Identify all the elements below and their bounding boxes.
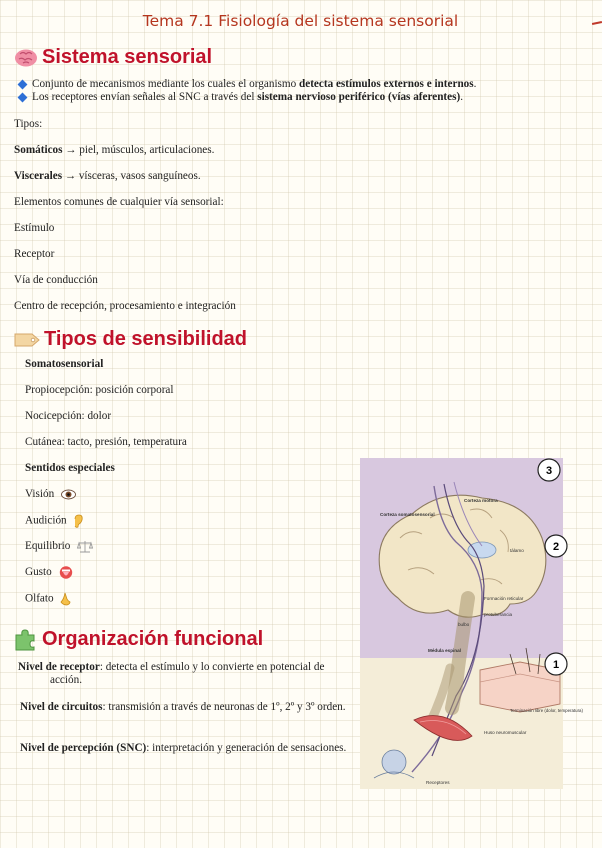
sentido-vision bbox=[25, 488, 76, 501]
bullet-bold: sistema nervioso periférico (vías aferentes) bbox=[257, 91, 461, 103]
diamond-bullet-icon bbox=[18, 80, 28, 90]
tipos-label: Tipos: bbox=[14, 118, 43, 130]
bullet-text: Conjunto de mecanismos mediante los cuales el organismo bbox=[32, 78, 299, 90]
section-heading-text: Organización funcional bbox=[42, 628, 264, 650]
elemento-item: Estímulo bbox=[14, 222, 55, 234]
page-title: Tema 7.1 Fisiología del sistema sensorial bbox=[142, 12, 459, 30]
label-talamo: tálamo bbox=[510, 548, 524, 553]
label-corteza-motora: Corteza motora bbox=[464, 498, 498, 503]
nivel-desc: : detecta el estímulo y lo convierte en potencial de acción. bbox=[50, 661, 325, 686]
nose-icon bbox=[60, 592, 71, 606]
sentido-label: Visión bbox=[25, 488, 55, 500]
stage-marker-label: 1 bbox=[552, 659, 560, 671]
diamond-bullet-icon bbox=[18, 93, 28, 103]
label-huso-neuromuscular: Huso neuromuscular bbox=[484, 730, 527, 735]
section-heading-text: Sistema sensorial bbox=[42, 46, 213, 68]
bullet-receptores bbox=[16, 91, 463, 104]
viscerales-desc: → vísceras, vasos sanguíneos. bbox=[62, 170, 201, 182]
somato-item: Propiocepción: posición corporal bbox=[25, 384, 174, 396]
section-heading-organizacion bbox=[14, 628, 263, 651]
sentido-audicion bbox=[25, 514, 83, 528]
elemento-item: Vía de conducción bbox=[14, 274, 98, 286]
tongue-icon bbox=[59, 566, 73, 579]
somatosensorial-subheading bbox=[25, 358, 103, 371]
sentido-label: Gusto bbox=[25, 566, 52, 579]
elementos-label: Elementos comunes de cualquier vía sensorial: bbox=[14, 196, 224, 208]
somaticos-term: Somáticos bbox=[14, 144, 63, 156]
viscerales-line bbox=[14, 170, 201, 183]
sentido-olfato bbox=[25, 592, 71, 606]
sentido-label: Audición bbox=[25, 514, 67, 527]
nivel-desc: : interpretación y generación de sensaciones. bbox=[146, 742, 347, 754]
puzzle-icon bbox=[14, 629, 38, 651]
nivel-term: Nivel de circuitos bbox=[20, 701, 103, 713]
ear-icon bbox=[73, 514, 83, 528]
brain-icon bbox=[14, 48, 38, 68]
sentido-gusto bbox=[25, 566, 73, 579]
elemento-item: Receptor bbox=[14, 248, 55, 260]
label-protuberancia: protuberancia bbox=[484, 612, 513, 617]
somato-item: Cutánea: tacto, presión, temperatura bbox=[25, 436, 187, 448]
bullet-bold: detecta estímulos externos e internos bbox=[299, 78, 474, 90]
somatosensorial-text: Somatosensorial bbox=[25, 358, 104, 370]
nivel-circuitos bbox=[20, 701, 357, 714]
label-bulbo: bulbo bbox=[458, 622, 470, 627]
label-medula-espinal: Médula espinal bbox=[428, 648, 461, 653]
somato-item: Nocicepción: dolor bbox=[25, 410, 112, 422]
somaticos-desc: → piel, músculos, articulaciones. bbox=[62, 144, 215, 156]
thalamus bbox=[468, 542, 496, 558]
label-tag-icon bbox=[14, 331, 40, 349]
sentido-label: Equilibrio bbox=[25, 540, 71, 553]
sensory-pathway-figure bbox=[360, 458, 583, 789]
nivel-term: Nivel de receptor bbox=[18, 661, 100, 673]
section-heading-tipos-sensibilidad bbox=[14, 328, 247, 351]
section-heading-text: Tipos de sensibilidad bbox=[44, 328, 248, 350]
nivel-term: Nivel de percepción (SNC) bbox=[20, 742, 147, 754]
nivel-desc: : transmisión a través de neuronas de 1º, 2º y 3º orden. bbox=[102, 701, 346, 713]
nivel-percepcion bbox=[20, 742, 357, 755]
sentidos-especiales-text: Sentidos especiales bbox=[25, 462, 115, 474]
viscerales-term: Viscerales bbox=[14, 170, 63, 182]
bullet-end: . bbox=[460, 91, 464, 103]
bullet-end: . bbox=[473, 78, 477, 90]
eye-icon bbox=[61, 489, 76, 500]
nivel-receptor bbox=[18, 661, 355, 687]
somaticos-line bbox=[14, 144, 214, 157]
elemento-item: Centro de recepción, procesamiento e integración bbox=[14, 300, 236, 312]
label-corteza-somatosensorial: Corteza somatosensorial bbox=[380, 512, 435, 517]
sensory-pathway-diagram bbox=[360, 458, 583, 789]
balance-icon bbox=[77, 540, 93, 553]
section-heading-sistema-sensorial bbox=[14, 46, 212, 69]
label-formacion-reticular: Formación reticular bbox=[484, 596, 524, 601]
bullet-text: Los receptores envían señales al SNC a través del bbox=[32, 91, 258, 103]
bullet-definition bbox=[16, 78, 476, 91]
stage-marker-label: 3 bbox=[545, 465, 553, 477]
sentido-label: Olfato bbox=[25, 592, 54, 605]
label-receptores: Receptores bbox=[426, 780, 450, 785]
label-terminacion-libre: Terminación libre (dolor, temperatura) bbox=[510, 708, 583, 713]
sentidos-especiales-subheading bbox=[25, 462, 115, 475]
joint bbox=[382, 750, 406, 774]
stage-marker-label: 2 bbox=[552, 541, 560, 553]
sentido-equilibrio bbox=[25, 540, 93, 553]
